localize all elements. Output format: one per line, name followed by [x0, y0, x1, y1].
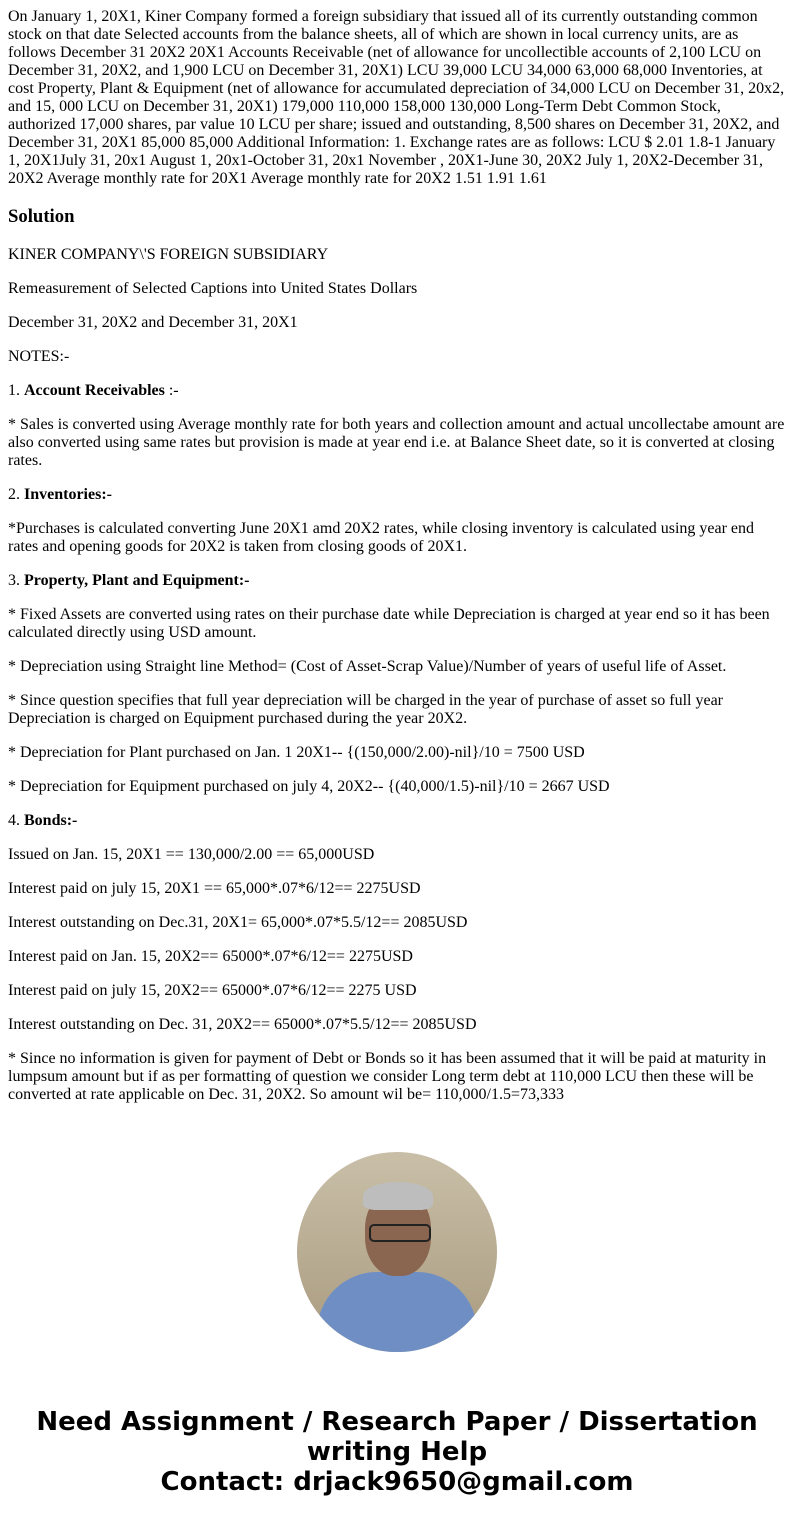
section-title: Account Receivables: [24, 382, 165, 399]
ppe-note: * Fixed Assets are converted using rates on their purchase date while Depreciation is charged at year end so it has been calculated directly using USD amount.: [8, 606, 770, 641]
bonds-note: Interest paid on july 15, 20X1 == 65,000*.07*6/12== 2275USD: [8, 880, 421, 897]
inventories-note: *Purchases is calculated converting June 20X1 amd 20X2 rates, while closing inventory is calculated using year end rates and opening goods for 20X2 is taken from closing goods of 20X1.: [8, 520, 755, 555]
bonds-note: * Since no information is given for payment of Debt or Bonds so it has been assumed that it will be paid at maturity in lumpsum amount but if as per formatting of question we consider Long term debt at 110,000 LCU then these will be converted at rate applicable on Dec. 31, 20X2. So amount wil be= 110,000/1.5=73,333: [8, 1050, 767, 1103]
ppe-note: * Since question specifies that full year depreciation will be charged in the year of purchase of asset so full year Depreciation is charged on Equipment purchased during the year 20X2.: [8, 692, 724, 727]
solution-title: KINER COMPANY\'S FOREIGN SUBSIDIARY: [8, 246, 329, 263]
bonds-note: Interest paid on Jan. 15, 20X2== 65000*.07*6/12== 2275USD: [8, 948, 413, 965]
section-number: 4.: [8, 812, 24, 829]
question-text: On January 1, 20X1, Kiner Company formed a foreign subsidiary that issued all of its currently outstanding common stock on that date Selected accounts from the balance sheets, all of which are shown in local currency units, are as follows December 31 20X2 20X1 Accounts Receivable (net of allowance for uncollectible accounts of 2,100 LCU on December 31, 20X2, and 1,900 LCU on December 31, 20X1) LCU 39,000 LCU 34,000 63,000 68,000 Inventories, at cost Property, Plant & Equipment (net of allowance for accumulated depreciation of 34,000 LCU on December 31, 20x2, and 15, 000 LCU on December 31, 20X1) 179,000 110,000 158,000 130,000 Long-Term Debt Common Stock, authorized 17,000 shares, par value 10 LCU per share; issued and outstanding, 8,500 shares on December 31, 20X2, and December 31, 20X1 85,000 85,000 Additional Information: 1. Exchange rates are as follows: LCU $ 2.01 1.8-1 January 1, 20X1July 31, 20x1 August 1, 20x1-October 31, 20x1 November , 20X1-June 30, 20X2 July 1, 20X2-December 31, 20X2 Average monthly rate for 20X1 Average monthly rate for 20X2 1.51 1.91 1.61: [8, 8, 785, 187]
section-heading-inventories: [8, 486, 786, 504]
bonds-note: Interest paid on july 15, 20X2== 65000*.07*6/12== 2275 USD: [8, 982, 417, 999]
footer-contact: Contact: drjack9650@gmail.com: [160, 1467, 634, 1497]
solution-subtitle: Remeasurement of Selected Captions into United States Dollars: [8, 280, 418, 297]
section-number: 2.: [8, 486, 24, 503]
section-title: Inventories:-: [24, 486, 112, 503]
bonds-note: Interest outstanding on Dec. 31, 20X2== 65000*.07*5.5/12== 2085USD: [8, 1016, 477, 1033]
avatar-container: [8, 1152, 786, 1357]
section-number: 3.: [8, 572, 24, 589]
solution-date: December 31, 20X2 and December 31, 20X1: [8, 314, 298, 331]
bonds-note: Interest outstanding on Dec.31, 20X1= 65,000*.07*5.5/12== 2085USD: [8, 914, 468, 931]
ppe-note: * Depreciation for Plant purchased on Jan. 1 20X1-- {(150,000/2.00)-nil}/10 = 7500 USD: [8, 744, 585, 761]
ppe-note: * Depreciation using Straight line Method= (Cost of Asset-Scrap Value)/Number of years of useful life of Asset.: [8, 658, 727, 675]
notes-label: NOTES:-: [8, 348, 70, 365]
receivables-note: * Sales is converted using Average monthly rate for both years and collection amount and actual uncollectabe amount are also converted using same rates but provision is made at year end i.e. at Balance Sheet date, so it is converted at closing rates.: [8, 416, 785, 469]
solution-heading: Solution: [8, 206, 75, 227]
footer-promo: Need Assignment / Research Paper / Dissertation writing Help: [36, 1407, 758, 1467]
section-heading-bonds: [8, 812, 786, 830]
contact-footer: [8, 1407, 786, 1497]
section-heading-receivables: [8, 382, 786, 400]
section-title: Bonds:-: [24, 812, 78, 829]
section-heading-ppe: [8, 572, 786, 590]
ppe-note: * Depreciation for Equipment purchased on july 4, 20X2-- {(40,000/1.5)-nil}/10 = 2667 USD: [8, 778, 610, 795]
section-suffix: :-: [164, 382, 179, 399]
author-avatar: [297, 1152, 497, 1352]
bonds-note: Issued on Jan. 15, 20X1 == 130,000/2.00 == 65,000USD: [8, 846, 375, 863]
section-number: 1.: [8, 382, 24, 399]
section-title: Property, Plant and Equipment:-: [24, 572, 250, 589]
